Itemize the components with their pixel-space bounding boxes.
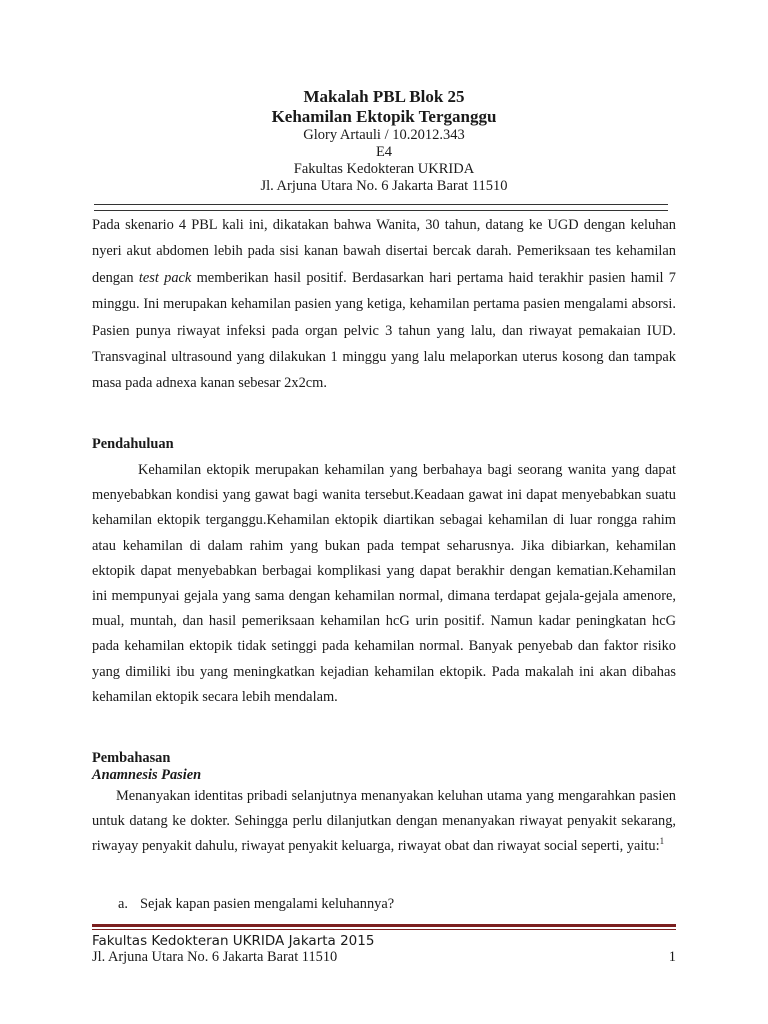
author-line: Glory Artauli / 10.2012.343 <box>303 127 465 143</box>
footer-divider-thick <box>92 924 676 927</box>
group-line: E4 <box>375 144 393 160</box>
title-block <box>92 86 676 195</box>
footnote-reference: 1 <box>659 836 665 847</box>
list-marker: a. <box>118 896 128 912</box>
list-item <box>118 896 394 913</box>
footer-address-row <box>92 949 676 966</box>
page-number: 1 <box>668 949 676 965</box>
pendahuluan-paragraph: Kehamilan ektopik merupakan kehamilan yang berbahaya bagi seorang wanita yang dapat menyebabkan kondisi yang gawat bagi wanita tersebut.Keadaan gawat ini dapat menyebabkan suatu kehamilan ektopik terganggu.Kehamilan ektopik diartikan sebagai kehamilan di luar rongga rahim atau kehamilan di dalam rahim yang bukan pada tempat seharusnya. Jika dibiarkan, kehamilan ektopik dapat menyebabkan berbagai komplikasi yang dapat berakhir dengan kematian.Kehamilan ini mempunyai gejala yang sama dengan kehamilan normal, dimana terdapat gejala-gejala amenore, mual, muntah, dan hasil pemeriksaan kehamilan hcG urin positif. Namun kadar peningkatan hcG pada kehamilan ektopik tidak setinggi pada kehamilan normal. Banyak penyebab dan faktor risiko yang dimiliki ibu yang meningkatkan kejadian kehamilan ektopik. Pada makalah ini akan dibahas kehamilan ektopik secara lebih mendalam. <box>92 462 676 705</box>
intro-italic-term: test pack <box>138 269 192 286</box>
title-divider-top <box>94 204 668 205</box>
anamnesis-text: Menanyakan identitas pribadi selanjutnya menanyakan keluhan utama yang mengarahkan pasien untuk datang ke dokter. Sehingga perlu dilanjutkan dengan menanyakan riwayat penyakit sekarang, riwayay penyakit dahulu, riwayat penyakit keluarga, riwayat obat dan riwayat social seperti, yaitu: <box>92 788 676 855</box>
section-heading-pendahuluan: Pendahuluan <box>92 436 174 452</box>
footer-faculty: Fakultas Kedokteran UKRIDA Jakarta 2015 <box>92 933 375 949</box>
subsection-heading-anamnesis: Anamnesis Pasien <box>92 767 202 783</box>
anamnesis-paragraph <box>92 784 676 860</box>
document-title: Makalah PBL Blok 25 <box>303 87 465 106</box>
faculty-line: Fakultas Kedokteran UKRIDA <box>293 161 475 177</box>
intro-paragraph <box>92 212 676 397</box>
intro-text-part1: Pada skenario 4 PBL kali ini, dikatakan bahwa Wanita, 30 tahun, datang ke UGD dengan keluhan nyeri akut abdomen lebih pada sisi kanan bawah disertai bercak darah. Pemeriksaan tes kehamilan dengan <box>92 217 676 286</box>
address-line: Jl. Arjuna Utara No. 6 Jakarta Barat 11510 <box>260 178 508 194</box>
section-heading-pembahasan: Pembahasan <box>92 750 171 766</box>
list-item-text: Sejak kapan pasien mengalami keluhannya? <box>140 896 395 912</box>
footer-address: Jl. Arjuna Utara No. 6 Jakarta Barat 11510 <box>92 949 338 965</box>
document-subtitle: Kehamilan Ektopik Terganggu <box>271 107 497 126</box>
intro-text-part2: memberikan hasil positif. Berdasarkan hari pertama haid terakhir pasien hamil 7 minggu. Ini merupakan kehamilan pasien yang ketiga, kehamilan pertama pasien mengalami absorsi. Pasien punya riwayat infeksi pada organ pelvic 3 tahun yang lalu, dan riwayat pemakaian IUD. Transvaginal ultrasound yang dilakukan 1 minggu yang lalu melaporkan uterus kosong dan tampak masa pada adnexa kanan sebesar 2x2cm. <box>92 269 676 392</box>
title-divider-bottom <box>94 210 668 211</box>
footer-divider-thin <box>92 929 676 930</box>
